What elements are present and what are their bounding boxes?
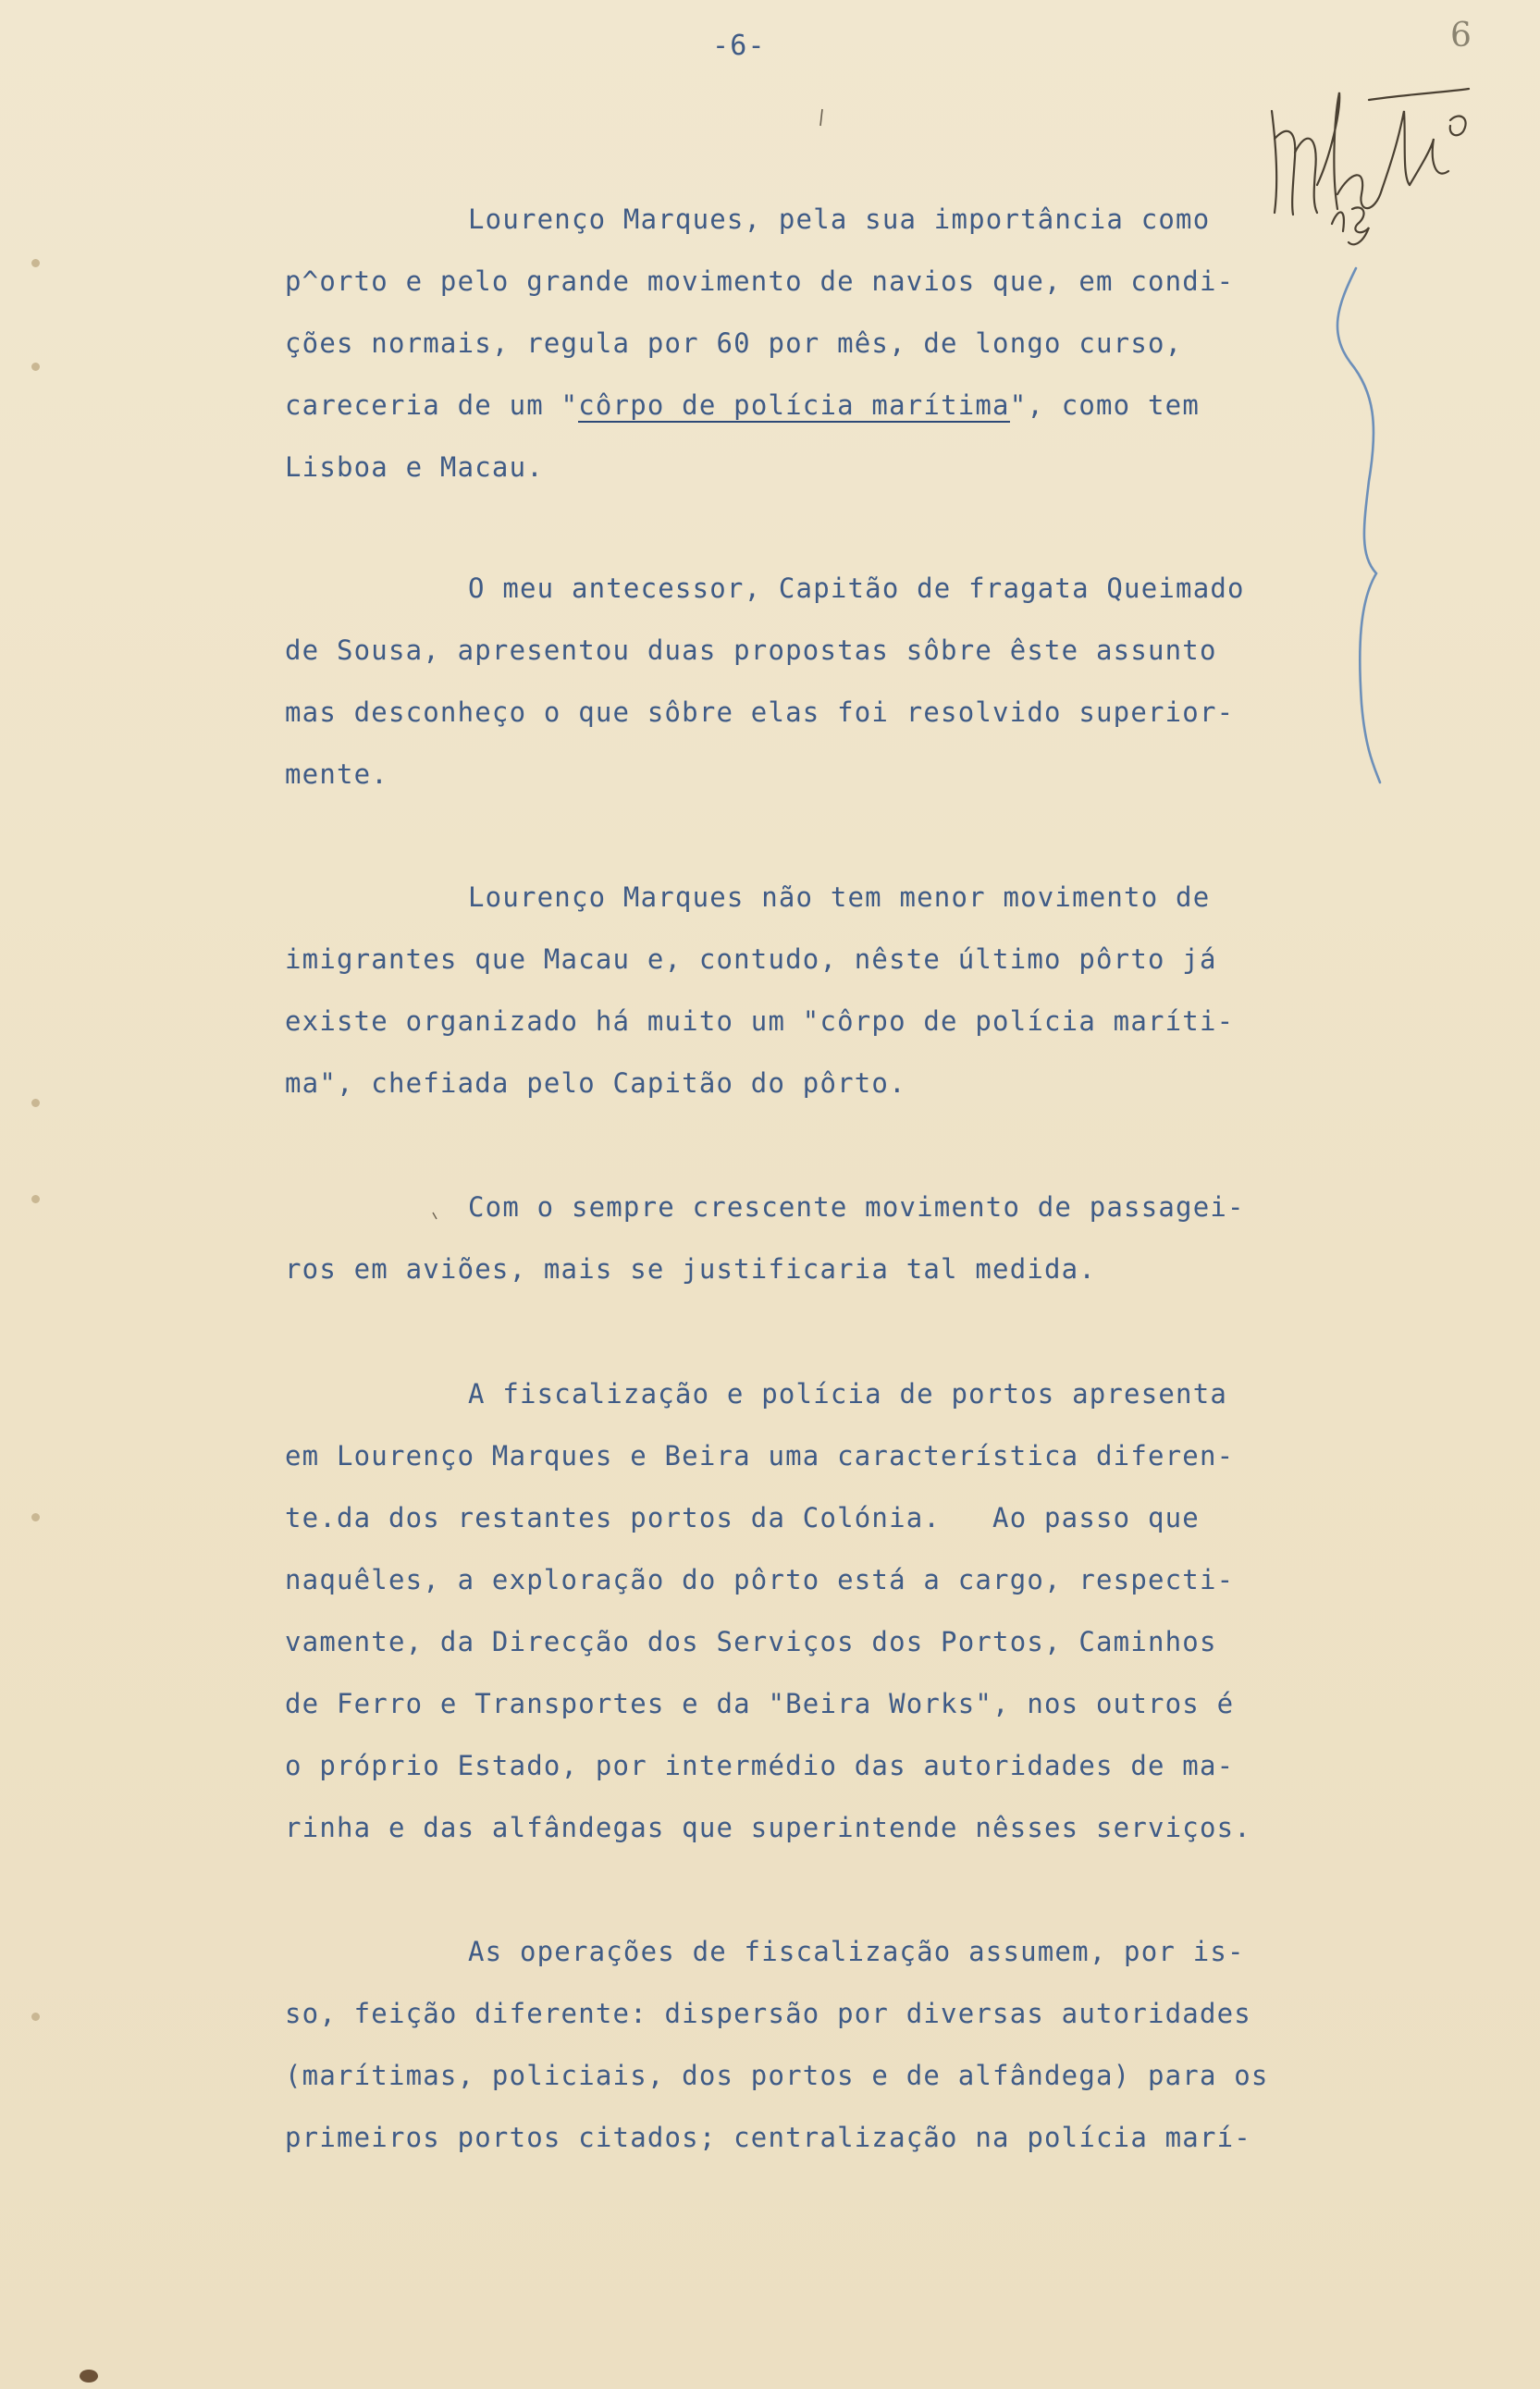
text-line: naquêles, a exploração do pôrto está a cargo, respecti- <box>285 1564 1235 1595</box>
text-line: mas desconheço o que sôbre elas foi resolvido superior- <box>285 696 1235 728</box>
underlined-text: careceria de um "côrpo de polícia marítima", como tem <box>285 389 1200 421</box>
text-line: de Ferro e Transportes e da "Beira Works", nos outros é <box>285 1688 1235 1719</box>
paragraph <box>285 1176 1395 1300</box>
text-line: em Lourenço Marques e Beira uma característica diferen- <box>285 1440 1235 1472</box>
text-line-underlined <box>285 375 1395 437</box>
text-line: mente. <box>285 758 388 790</box>
text-line: Lisboa e Macau. <box>285 451 544 483</box>
page-number: -6- <box>712 30 766 62</box>
text-line: te.da dos restantes portos da Colónia. Ao passo que <box>285 1502 1200 1533</box>
text-line: so, feição diferente: dispersão por diversas autoridades <box>285 1998 1251 2029</box>
text-line: O meu antecessor, Capitão de fragata Queimado <box>468 573 1245 604</box>
stray-mark <box>820 109 822 126</box>
text-line: ros em aviões, mais se justificaria tal medida. <box>285 1253 1096 1285</box>
text-line: rinha e das alfândegas que superintende nêsses serviços. <box>285 1812 1251 1843</box>
paragraph <box>285 1921 1395 2169</box>
text-line: (marítimas, policiais, dos portos e de alfândega) para os <box>285 2060 1269 2091</box>
text-line: imigrantes que Macau e, contudo, nêste último pôrto já <box>285 943 1217 975</box>
paragraph <box>285 189 1395 251</box>
corner-page-mark: 6 <box>1450 17 1472 55</box>
text-line: As operações de fiscalização assumem, por is- <box>468 1936 1245 1967</box>
paragraph-body <box>285 251 1395 499</box>
text-line: primeiros portos citados; centralização na polícia marí- <box>285 2122 1251 2153</box>
text-line: de Sousa, apresentou duas propostas sôbre êste assunto <box>285 634 1217 666</box>
text-line: ções normais, regula por 60 por mês, de longo curso, <box>285 327 1183 359</box>
paragraph <box>285 558 1395 806</box>
text-line: existe organizado há muito um "côrpo de polícia maríti- <box>285 1005 1235 1037</box>
text-line: Lourenço Marques, pela sua importância como <box>468 203 1211 235</box>
paragraph <box>285 867 1395 1114</box>
text-line: Com o sempre crescente movimento de passagei- <box>468 1191 1245 1223</box>
text-line: ma", chefiada pelo Capitão do pôrto. <box>285 1067 906 1099</box>
text-line: vamente, da Direcção dos Serviços dos Portos, Caminhos <box>285 1626 1217 1657</box>
text-line: p^orto e pelo grande movimento de navios que, em condi- <box>285 265 1235 297</box>
text-line: A fiscalização e polícia de portos apresenta <box>468 1378 1228 1410</box>
text-line: Lourenço Marques não tem menor movimento de <box>468 881 1211 913</box>
paragraph <box>285 1363 1395 1859</box>
text-line: o próprio Estado, por intermédio das autoridades de ma- <box>285 1750 1235 1781</box>
